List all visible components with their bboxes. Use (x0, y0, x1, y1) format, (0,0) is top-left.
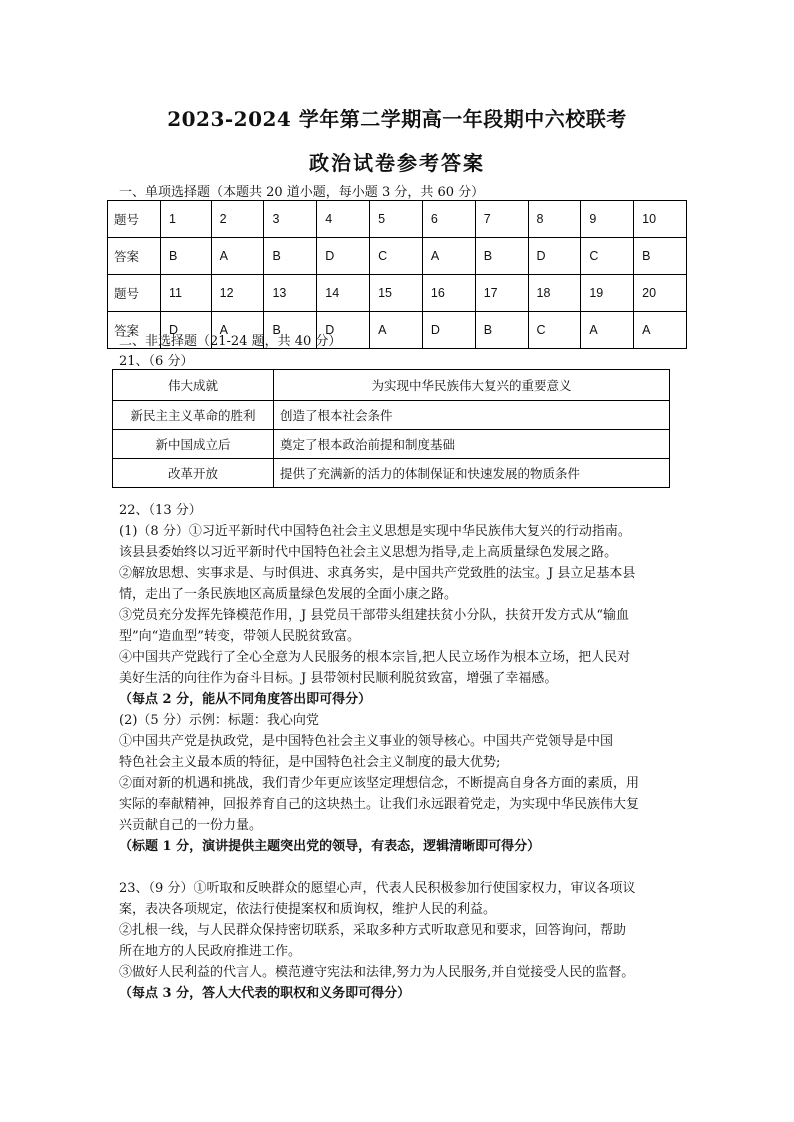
q22-heading: 22、（13 分） (119, 503, 202, 518)
answer-line: 23、（9 分）①听取和反映群众的愿望心声，代表人民积极参加行使国家权力，审议各项议 (119, 881, 636, 896)
question-number: 14 (317, 275, 370, 312)
question-number: 2 (211, 201, 264, 238)
answer-cell: A (634, 312, 687, 349)
answer-line: 特色社会主义最本质的特征，是中国特色社会主义制度的最大优势; (119, 755, 501, 770)
q23-answer (119, 878, 694, 1004)
answer-cell: D (528, 238, 581, 275)
question-number: 6 (422, 201, 475, 238)
question-number: 18 (528, 275, 581, 312)
question-number: 7 (475, 201, 528, 238)
achievement-cell: 改革开放 (113, 459, 274, 488)
answer-cell: C (370, 238, 423, 275)
answer-line: ①中国共产党是执政党，是中国特色社会主义事业的领导核心。中国共产党领导是中国 (119, 734, 614, 749)
answer-cell: B (264, 238, 317, 275)
question-number: 5 (370, 201, 423, 238)
q22-answer (119, 500, 694, 857)
answer-cell: A (581, 312, 634, 349)
answer-line: 该县县委始终以习近平新时代中国特色社会主义思想为指导,走上高质量绿色发展之路。 (119, 545, 618, 560)
question-number: 15 (370, 275, 423, 312)
question-number: 3 (264, 201, 317, 238)
answer-cell: C (528, 312, 581, 349)
table-row (113, 459, 670, 488)
question-number: 12 (211, 275, 264, 312)
column-header: 为实现中华民族伟大复兴的重要意义 (274, 370, 670, 401)
table-row (113, 430, 670, 459)
question-number: 19 (581, 275, 634, 312)
exam-subtitle: 政治试卷参考答案 (309, 151, 485, 175)
achievement-cell: 新中国成立后 (113, 430, 274, 459)
table-row (108, 238, 687, 275)
table-row (113, 401, 670, 430)
answer-line: 实际的奉献精神，回报养育自己的这块热土。让我们永远跟着党走，为实现中华民族伟大复 (119, 797, 640, 812)
question-number: 8 (528, 201, 581, 238)
question-number: 9 (581, 201, 634, 238)
answer-cell: B (264, 312, 317, 349)
section2-heading: 二、非选择题（21-24 题，共 40 分） (119, 334, 342, 349)
answer-cell: A (211, 238, 264, 275)
answer-line: 所在地方的人民政府推进工作。 (119, 944, 302, 959)
answer-cell: B (161, 238, 212, 275)
row-label: 题号 (108, 201, 161, 238)
answer-cell: B (634, 238, 687, 275)
achievement-cell: 新民主主义革命的胜利 (113, 401, 274, 430)
question-number: 1 (161, 201, 212, 238)
answer-line: 型”向“造血型”转变，带领人民脱贫致富。 (119, 629, 360, 644)
answer-cell: B (475, 238, 528, 275)
table-row (113, 370, 670, 401)
q21-achievement-table (112, 369, 670, 488)
significance-cell: 奠定了根本政治前提和制度基础 (274, 430, 670, 459)
significance-cell: 提供了充满新的活力的体制保证和快速发展的物质条件 (274, 459, 670, 488)
row-label: 答案 (108, 312, 161, 349)
table-row (108, 201, 687, 238)
exam-title: 2023-2024 学年第二学期高一年段期中六校联考 (167, 107, 627, 131)
scoring-note: （每点 2 分，能从不同角度答出即可得分） (119, 692, 372, 707)
answer-cell: A (211, 312, 264, 349)
row-label: 题号 (108, 275, 161, 312)
answer-line: ④中国共产党践行了全心全意为人民服务的根本宗旨,把人民立场作为根本立场，把人民对 (119, 650, 631, 665)
answer-line: (1)（8 分）①习近平新时代中国特色社会主义思想是实现中华民族伟大复兴的行动指南。 (119, 524, 631, 539)
answer-cell: C (581, 238, 634, 275)
answer-line: ②面对新的机遇和挑战，我们青少年更应该坚定理想信念，不断提高自身各方面的素质，用 (119, 776, 640, 791)
answer-cell: D (317, 312, 370, 349)
significance-cell: 创造了根本社会条件 (274, 401, 670, 430)
answer-line: 案，表决各项规定，依法行使提案权和质询权，维护人民的利益。 (119, 902, 497, 917)
column-header: 伟大成就 (113, 370, 274, 401)
table-row (108, 275, 687, 312)
answer-line: ②解放思想、实事求是、与时俱进、求真务实，是中国共产党致胜的法宝。J 县立足基本县 (119, 566, 636, 581)
question-number: 16 (422, 275, 475, 312)
answer-cell: D (161, 312, 212, 349)
question-number: 11 (161, 275, 212, 312)
answer-line: ③党员充分发挥先锋模范作用，J 县党员干部带头组建扶贫小分队，扶贫开发方式从“输血 (119, 608, 629, 623)
answer-line: ③做好人民利益的代言人。模范遵守宪法和法律,努力为人民服务,并自觉接受人民的监督。 (119, 965, 635, 980)
question-number: 10 (634, 201, 687, 238)
scoring-note: （标题 1 分，演讲提供主题突出党的领导，有表态，逻辑清晰即可得分） (119, 839, 541, 854)
row-label: 答案 (108, 238, 161, 275)
q21-heading: 21、（6 分） (119, 354, 194, 369)
answer-cell: A (370, 312, 423, 349)
answer-cell: B (475, 312, 528, 349)
question-number: 17 (475, 275, 528, 312)
answer-cell: D (317, 238, 370, 275)
answer-cell: D (422, 312, 475, 349)
multiple-choice-answer-table (107, 200, 687, 349)
question-number: 13 (264, 275, 317, 312)
answer-line: 兴贡献自己的一份力量。 (119, 818, 263, 833)
question-number: 4 (317, 201, 370, 238)
answer-cell: A (422, 238, 475, 275)
section1-heading: 一、单项选择题（本题共 20 道小题，每小题 3 分，共 60 分） (119, 185, 485, 200)
answer-line: 情，走出了一条民族地区高质量绿色发展的全面小康之路。 (119, 587, 458, 602)
scoring-note: （每点 3 分，答人大代表的职权和义务即可得分） (119, 986, 411, 1001)
answer-line: (2)（5 分）示例：标题：我心向党 (119, 713, 319, 728)
answer-line: 美好生活的向往作为奋斗目标。J 县带领村民顺利脱贫致富，增强了幸福感。 (119, 671, 558, 686)
question-number: 20 (634, 275, 687, 312)
answer-line: ②扎根一线，与人民群众保持密切联系，采取多种方式听取意见和要求，回答询问，帮助 (119, 923, 627, 938)
